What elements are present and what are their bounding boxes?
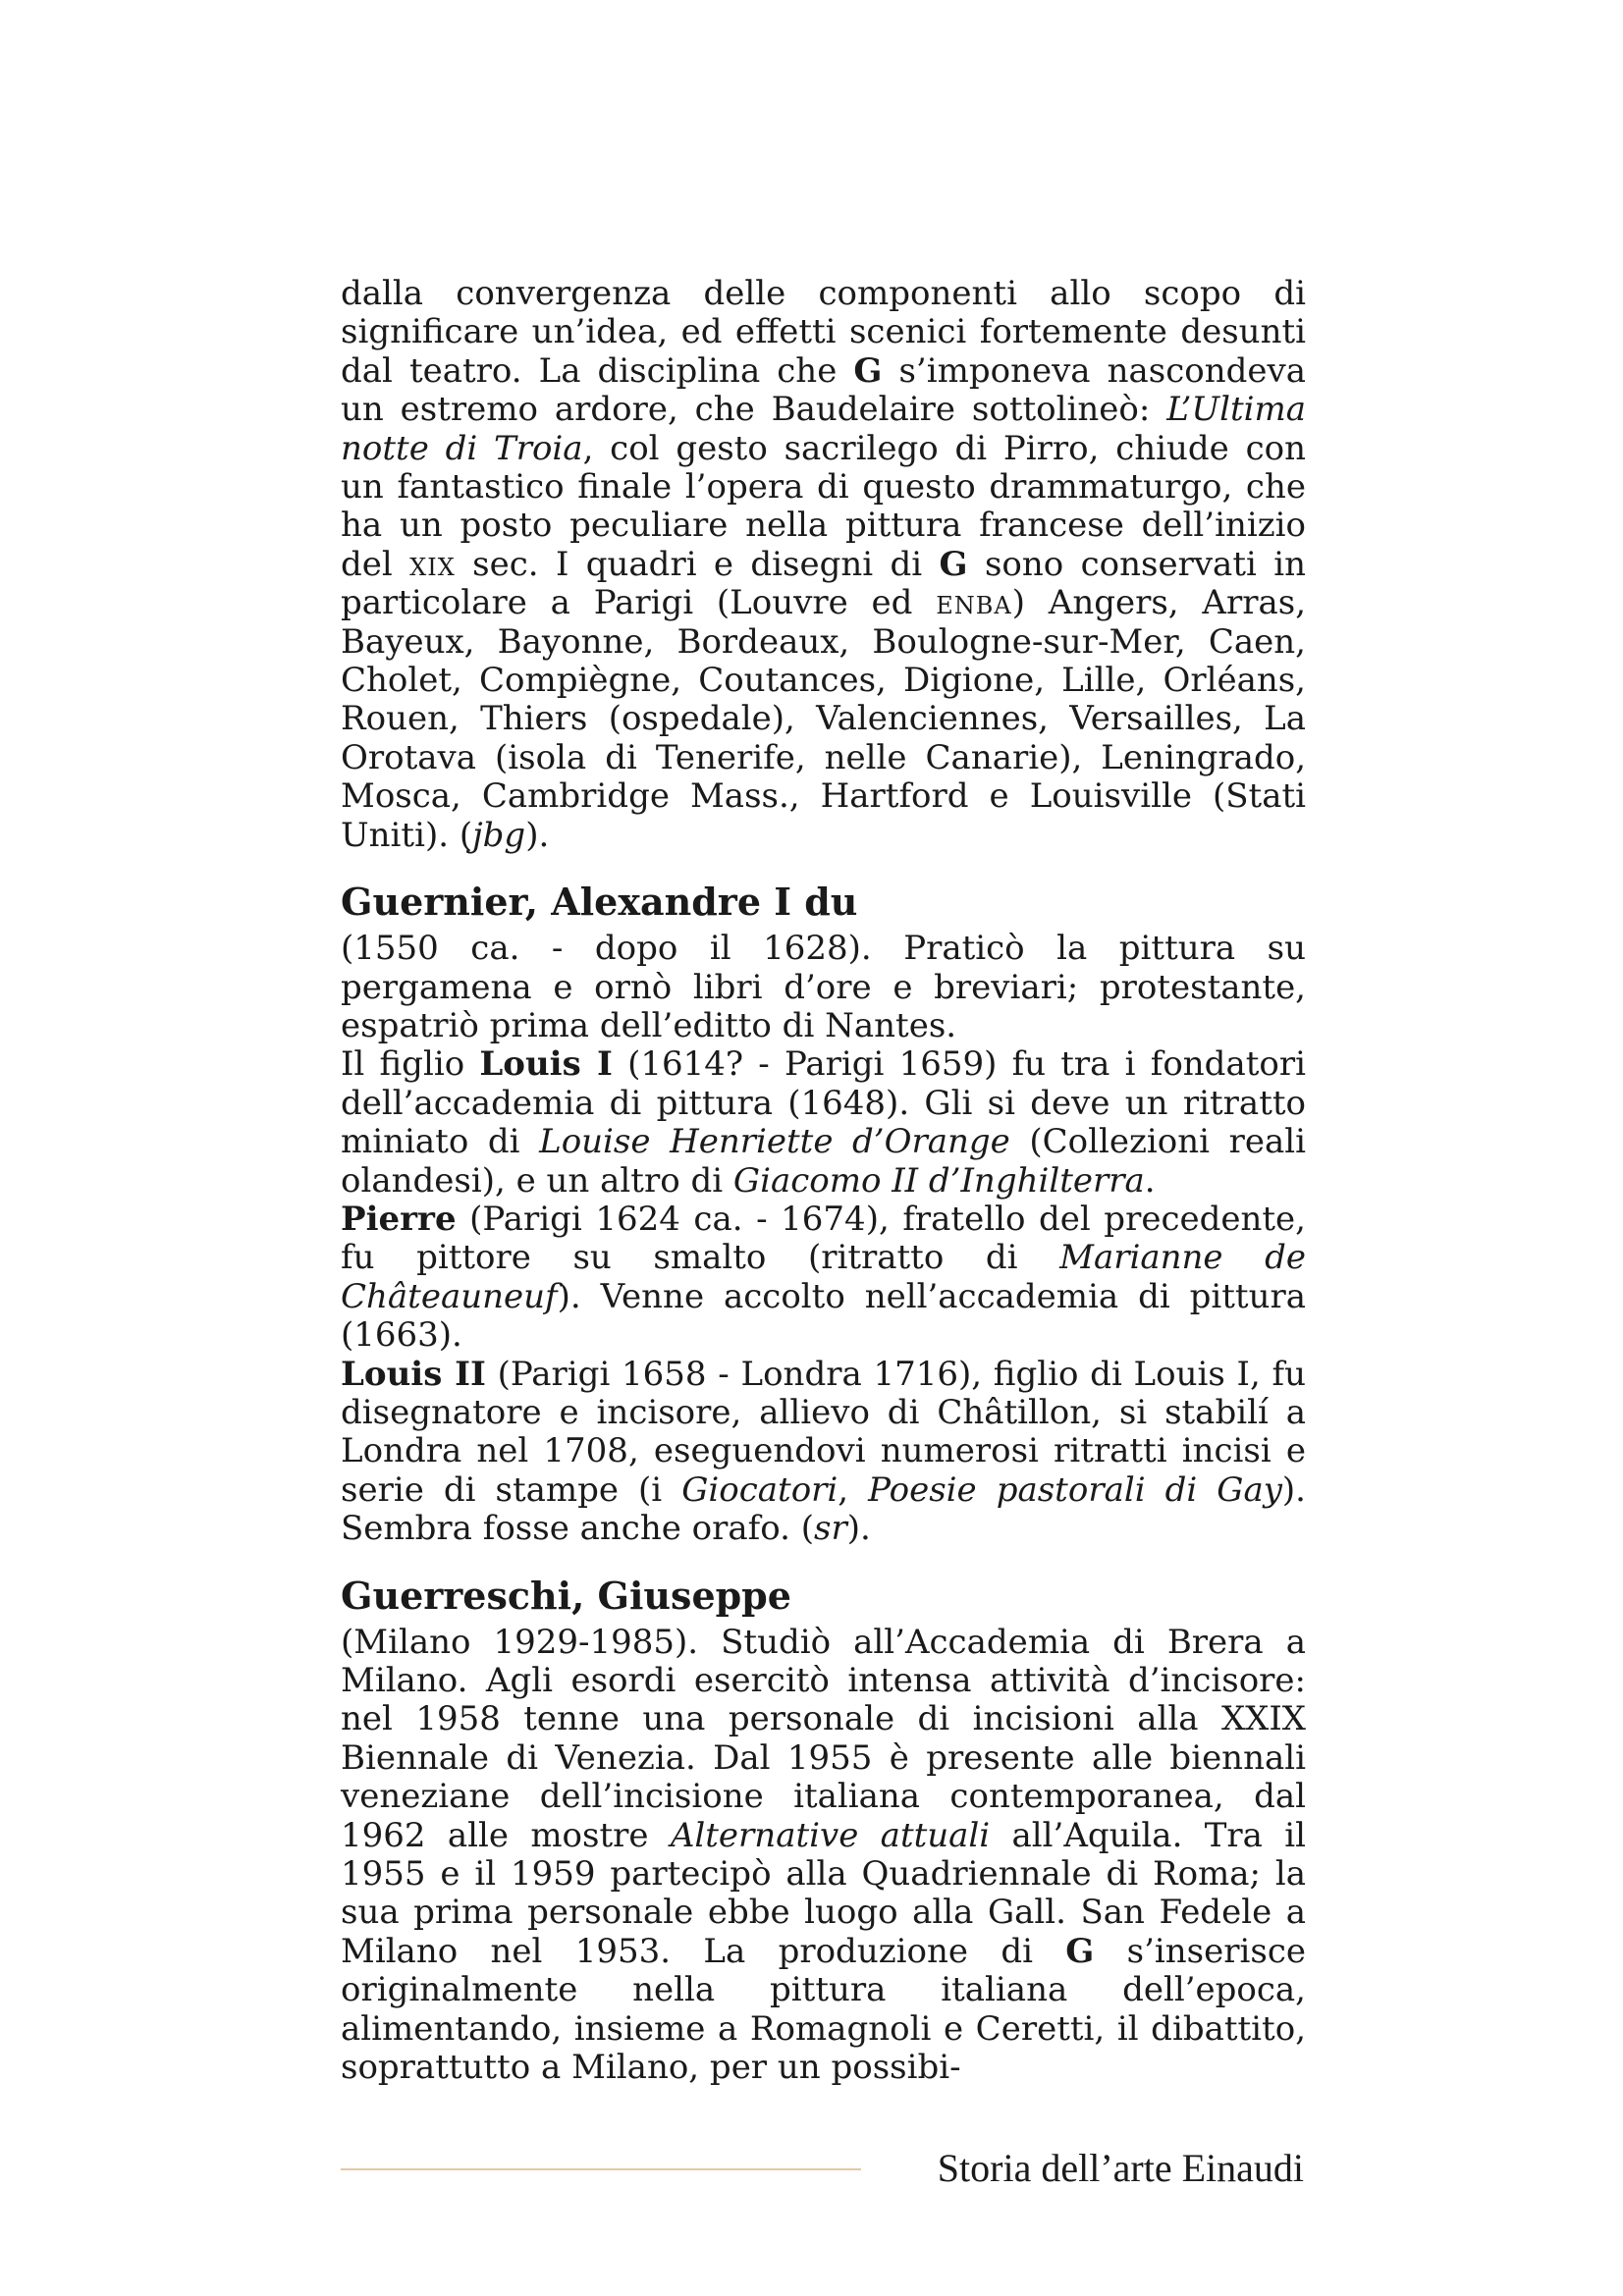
text-run: s’imponeva nascondeva un estremo ardore, che Baudelaire sottolineò:	[341, 350, 1306, 430]
text-run: ,	[838, 1469, 869, 1510]
bold-abbrev: G	[939, 544, 968, 584]
text-run: sec. I quadri e disegni di	[455, 544, 940, 584]
bold-name: Louis I	[479, 1044, 613, 1085]
italic-title: Giacomo II d’Inghilterra	[732, 1160, 1145, 1201]
text-run: (Milano 1929-1985). Studiò all’Accademia di Brera a Milano. Agli esordi esercitò intensa attività d’incisore: nel 1958 tenne una personale di incisioni alla XXIX Biennale di Venezia. Dal 1955 è presente alle biennali veneziane dell’incisione italiana contemporanea, dal 1962 alle mostre	[341, 1622, 1306, 1855]
text-run: sono conservati in particolare a Parigi (Louvre ed	[341, 544, 1306, 623]
italic-title: Giocatori	[681, 1469, 839, 1510]
entry-guernier-paragraph-1: (1550 ca. - dopo il 1628). Praticò la pittura su pergamena e ornò libri d’ore e breviari; protestante, espatriò prima dell’editto di Nantes.	[341, 929, 1306, 1045]
text-run: ) Angers, Arras, Bayeux, Bayonne, Bordeaux, Boulogne-sur-Mer, Caen, Cholet, Compiègne, Coutances, Digione, Lille, Orléans, Rouen, Thiers (ospedale), Valenciennes, Versailles, La Orotava (isola di Tenerife, nelle Canarie), Leningrado, Mosca, Cambridge Mass., Hartford e Louisville (Stati Uniti). (	[341, 583, 1307, 855]
small-caps: xix	[409, 544, 456, 584]
text-run: (Parigi 1624 ca. - 1674), fratello del precedente, fu pittore su smalto (ritratto di	[341, 1199, 1306, 1278]
text-run: (Collezioni reali olandesi), e un altro di	[341, 1122, 1307, 1201]
entry-guernier-paragraph-3	[341, 1201, 1306, 1356]
italic-title: L’Ultima notte di Troia	[341, 390, 1306, 468]
entry-guernier-paragraph-4	[341, 1356, 1306, 1549]
author-initials: jbg	[472, 815, 526, 855]
italic-title: Alternative attuali	[670, 1815, 991, 1855]
text-run: .	[1144, 1160, 1156, 1201]
italic-title: Poesie pastorali di Gay	[868, 1469, 1282, 1510]
bold-name: Pierre	[341, 1199, 457, 1239]
footer-title: Storia dell’arte Einaudi	[937, 2146, 1304, 2190]
italic-title: Louise Henriette d’Orange	[539, 1122, 1010, 1162]
entry-guernier-paragraph-2	[341, 1045, 1306, 1201]
italic-title: Marianne de Châteauneuf	[341, 1238, 1306, 1316]
text-run: ).	[846, 1509, 871, 1549]
text-run: , col gesto sacrilego di Pirro, chiude con un fantastico finale l’opera di questo drammaturgo, che ha un posto peculiare nella pittura francese dell’inizio del	[341, 428, 1306, 584]
entry-heading-guernier: Guernier, Alexandre I du	[341, 880, 858, 925]
text-run: ). Sembra fosse anche orafo. (	[341, 1469, 1306, 1549]
entry-guerreschi-paragraph-1	[341, 1624, 1306, 2088]
text-run: dalla convergenza delle componenti allo scopo di significare un’idea, ed effetti scenici fortemente desunti dal teatro. La disciplina che	[341, 274, 1306, 391]
entry-heading-guerreschi: Guerreschi, Giuseppe	[341, 1573, 791, 1618]
text-run: (Parigi 1658 - Londra 1716), figlio di Louis I, fu disegnatore e incisore, allievo di Châtillon, si stabilí a Londra nel 1708, eseguendovi numerosi ritratti incisi e serie di stampe (i	[341, 1354, 1306, 1510]
text-run: s’inserisce originalmente nella pittura italiana dell’epoca, alimentando, insieme a Romagnoli e Ceretti, il dibattito, soprattutto a Milano, per un possibi-	[341, 1931, 1306, 2088]
author-initials: sr	[814, 1509, 847, 1549]
page-body	[341, 275, 1306, 2087]
intro-paragraph	[341, 275, 1306, 855]
text-run: all’Aquila. Tra il 1955 e il 1959 partecipò alla Quadriennale di Roma; la sua prima personale ebbe luogo alla Gall. San Fedele a Milano nel 1953. La produzione di	[341, 1815, 1306, 1971]
footer-divider	[341, 2168, 861, 2170]
text-run: Il figlio	[341, 1044, 480, 1085]
bold-abbrev: G	[1065, 1931, 1095, 1971]
text-run: ). Venne accolto nell’accademia di pittura (1663).	[341, 1276, 1306, 1356]
text-run: (1614? - Parigi 1659) fu tra i fondatori dell’accademia di pittura (1648). Gli si deve un ritratto miniato di	[341, 1044, 1306, 1162]
text-run: ).	[525, 815, 550, 855]
bold-name: Louis II	[341, 1354, 486, 1394]
small-caps: enba	[936, 583, 1012, 623]
bold-abbrev: G	[853, 350, 883, 391]
